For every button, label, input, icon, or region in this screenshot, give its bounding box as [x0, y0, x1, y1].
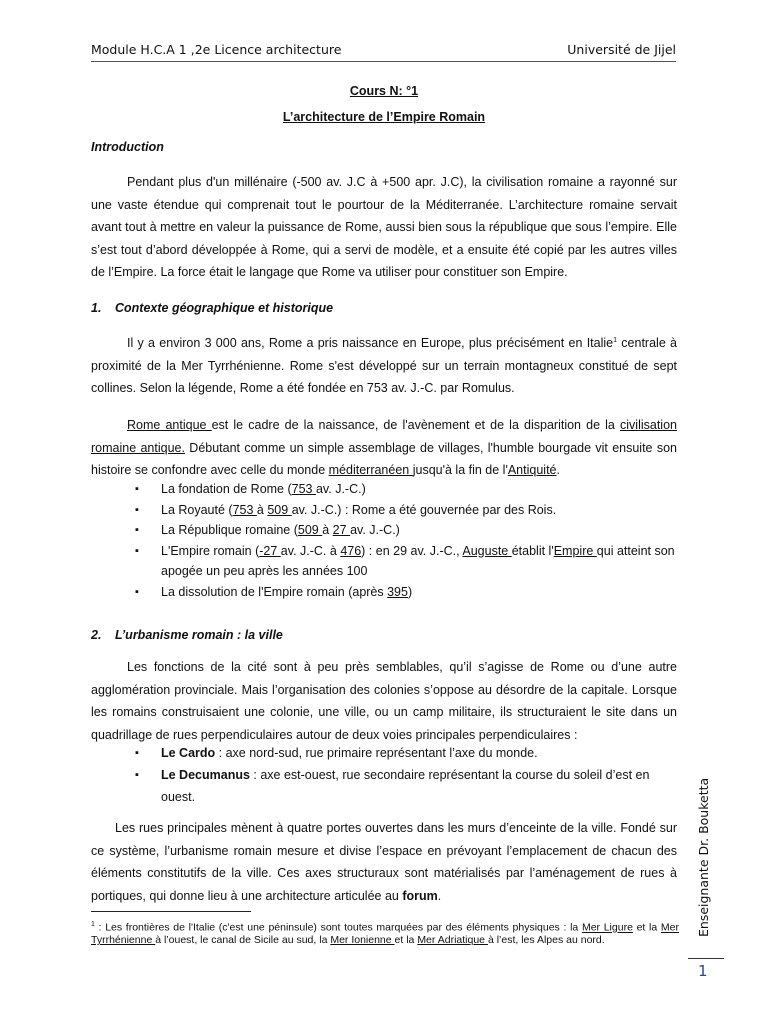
section1-p2-text2: Débutant comme un simple assemblage de villages, l'humble bourgade vit ensuite son histoire se confondre avec celle du monde — [91, 440, 677, 477]
section1-p1-text-end: centrale à proximité de la Mer Tyrrhénienne. Rome s'est développé sur un terrain montagneux constitué de sept collines. Selon la légende, Rome a été fondée en 753 av. J.-C. par Romulus. — [91, 336, 677, 396]
bullet-text: La dissolution de l'Empire romain (après — [161, 584, 388, 599]
link-civilisation-romaine[interactable]: civilisation romaine antique. — [91, 418, 677, 455]
bullet-text: ) — [407, 584, 413, 599]
section1-number: 1. — [91, 301, 102, 315]
list-item — [91, 582, 677, 603]
page-number: 1 — [698, 962, 708, 980]
cardo-term: Le Cardo — [161, 746, 216, 760]
section2-p2-text: Les rues principales mènent à quatre portes ouvertes dans les murs d’enceinte de la ville. Fondé sur ce système, l’urbanisme romain mesure et divise l’espace en prévoyant l’emplacement de chacun des éléments constitutifs de la ville. Ces axes structuraux sont matérialisés par l’aménagement de rues à portiques, qui donne lieu à une architecture articulée au — [91, 821, 677, 903]
intro-text: Pendant plus d'un millénaire (-500 av. J.C à +500 apr. J.C), la civilisation romaine a rayonné sur une vaste étendue qui comprenait tout le pourtour de la Méditerranée. L’architecture romaine servait avant tout à mettre en valeur la puissance de Rome, aussi bien sous la république que sous l’empire. Elle s’est tout d’abord développée à Rome, qui a servi de modèle, et a ensuite été copié par les autres villes de l’Empire. La force était le langage que Rome va utiliser pour constituer son Empire. — [91, 175, 677, 279]
link-509[interactable]: 509 — [297, 523, 323, 537]
decumanus-term: Le Decumanus — [161, 767, 250, 782]
footnote-ref[interactable]: 1 — [613, 337, 618, 344]
bullet-text: qui atteint son apogée un peu après les années 100 — [161, 543, 675, 578]
forum-term: forum — [402, 888, 438, 903]
link-mer-adriatique[interactable]: Mer Adriatique — [417, 934, 488, 946]
list-item — [91, 479, 677, 500]
link-auguste[interactable]: Auguste — [462, 543, 512, 558]
document-title: L’architecture de l’Empire Romain — [282, 110, 486, 124]
footnote-text: à l’ouest, le canal de Sicile au sud, la — [155, 934, 331, 946]
list-item — [91, 520, 677, 541]
link-mer-ligure[interactable]: Mer Ligure — [581, 921, 633, 934]
footnote-text: à l’est, les Alpes au nord. — [487, 934, 605, 946]
section1-paragraph1 — [91, 330, 677, 400]
list-item — [91, 541, 677, 582]
link-rome-antique[interactable]: Rome antique — [127, 418, 212, 432]
section1-p2-text: est le cadre de la naissance, de l'avènement et de la disparition de la — [211, 418, 621, 432]
section1-heading — [91, 301, 333, 315]
section1-paragraph2 — [91, 414, 677, 482]
link-509[interactable]: 509 — [267, 502, 292, 517]
link-395[interactable]: 395 — [387, 584, 408, 599]
axes-list — [91, 743, 677, 808]
bullet-text: La fondation de Rome ( — [161, 482, 292, 496]
list-item — [91, 743, 677, 764]
teacher-credit: Enseignante Dr. Bouketta — [696, 777, 711, 937]
bullet-text: La République romaine ( — [161, 523, 298, 537]
link-mediterraneen[interactable]: méditerranéen — [328, 463, 413, 477]
section1-p2-text3: jusqu'à la fin de l' — [412, 463, 508, 477]
bullet-text: La Royauté ( — [161, 502, 233, 517]
cardo-text: : axe nord-sud, rue primaire représentant l’axe du monde. — [215, 746, 538, 760]
link-27[interactable]: 27 — [332, 523, 351, 537]
bullet-text: av. J.-C.) — [350, 523, 400, 537]
footnote-mark: 1 — [91, 921, 95, 928]
footnote-divider — [91, 911, 251, 912]
section2-paragraph1 — [91, 656, 677, 746]
section1-p1-text: Il y a environ 3 000 ans, Rome a pris naissance en Europe, plus précisément en Italie — [127, 336, 614, 351]
list-item — [91, 764, 677, 808]
section1-p2-text4: . — [556, 463, 560, 477]
course-number: Cours N: °1 — [349, 84, 419, 98]
intro-heading: Introduction — [91, 140, 164, 154]
footnote-text: et la — [632, 921, 661, 934]
section2-p2-end: . — [437, 888, 442, 903]
link-mer-ionienne[interactable]: Mer Ionienne — [330, 934, 395, 946]
link-antiquite[interactable]: Antiquité — [507, 463, 557, 477]
footnote-text: : Les frontières de l'Italie (c'est une péninsule) sont toutes marquées par des éléments physiques : la — [94, 921, 582, 934]
bullet-text: av. J.-C.) : Rome a été gouvernée par des Rois. — [291, 502, 557, 517]
link-476[interactable]: 476 — [340, 543, 362, 558]
section2-number: 2. — [91, 628, 102, 642]
page-number-divider — [688, 958, 724, 959]
section2-paragraph2 — [91, 817, 677, 907]
bullet-text: av. J.-C. à — [280, 543, 341, 558]
link-mer-tyrrhenienne[interactable]: Mer Tyrrhénienne — [91, 921, 679, 946]
list-item — [91, 500, 677, 521]
bullet-text: ) : en 29 av. J.-C., — [361, 543, 463, 558]
link-empire[interactable]: Empire — [553, 543, 597, 558]
section2-title: L’urbanisme romain : la ville — [115, 628, 283, 642]
footnote-text: et la — [394, 934, 418, 946]
header-right: Université de Jijel — [567, 42, 676, 57]
bullet-text: av. J.-C.) — [315, 482, 366, 496]
intro-paragraph — [91, 171, 677, 284]
header-divider — [91, 61, 676, 62]
link-minus-27[interactable]: -27 — [259, 543, 281, 558]
decumanus-text: : axe est-ouest, rue secondaire représentant la course du soleil d’est en ouest. — [161, 767, 650, 804]
history-list — [91, 479, 677, 602]
link-753[interactable]: 753 — [291, 482, 316, 496]
bullet-text: établit l' — [511, 543, 554, 558]
section1-title: Contexte géographique et historique — [115, 301, 334, 315]
section2-heading — [91, 628, 283, 642]
header-module: Module H.C.A 1 ,2e Licence architecture — [91, 42, 342, 57]
link-753[interactable]: 753 — [232, 502, 257, 517]
bullet-text: L'Empire romain ( — [161, 543, 260, 558]
section2-p1-text: Les fonctions de la cité sont à peu près semblables, qu’il s’agisse de Rome ou d’une autre agglomération provinciale. Mais l’organisation des colonies s’oppose au désordre de la capitale. Lorsque les romains construisaient une colonie, une ville, ou un camp militaire, ils structuraient le site dans un quadrillage de rues perpendiculaires autour de deux voies principales perpendiculaires : — [91, 660, 677, 742]
bullet-text: à — [322, 523, 333, 537]
header-left — [91, 42, 341, 57]
bullet-text: à — [256, 502, 268, 517]
footnote — [91, 919, 679, 947]
